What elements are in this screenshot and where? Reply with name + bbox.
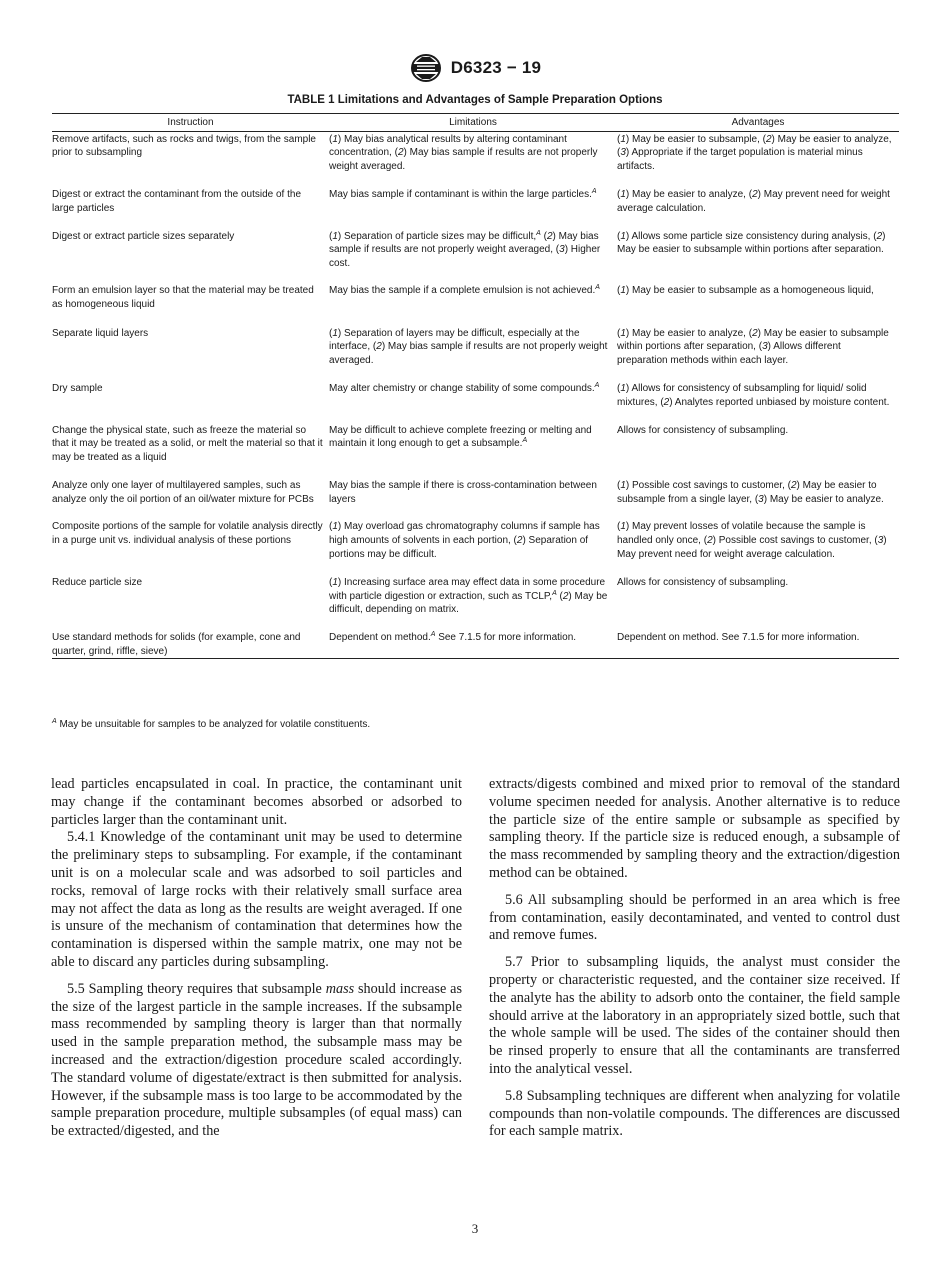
instruction-cell: Change the physical state, such as freeze the material so that it may be treated as a solid, or melt the material so that it may be treated as a liquid — [52, 424, 323, 463]
advantages-cell — [617, 630, 899, 659]
limitations-cell — [329, 187, 617, 228]
instruction-cell: Digest or extract particle sizes separately — [52, 230, 235, 242]
advantages-cell — [617, 478, 899, 519]
table-row — [52, 519, 899, 575]
text-run: ) May bias sample if results are not properly weight averaged. — [329, 341, 608, 366]
body-paragraph — [51, 829, 462, 971]
table-row — [52, 630, 899, 659]
table-row — [52, 478, 899, 519]
body-paragraph — [51, 981, 462, 1141]
italic-run: 2 — [546, 230, 553, 242]
limitations-cell — [329, 283, 617, 325]
italic-run: 1 — [332, 327, 338, 339]
text-run: ) Separation of layers may be difficult, especially at the interface, ( — [329, 327, 580, 353]
table-row — [52, 229, 899, 284]
italic-run: 1 — [620, 133, 626, 145]
advantages-cell — [617, 423, 899, 479]
text-run: ( — [329, 133, 333, 145]
footnote-ref: A — [430, 631, 436, 639]
instruction-cell: Digest or extract the contaminant from the outside of the large particles — [52, 189, 302, 214]
italic-run: 2 — [562, 590, 569, 602]
italic-run: 2 — [752, 189, 758, 201]
text-run: ) Separation of particle sizes may be difficult, — [337, 230, 537, 242]
text-run: ( — [329, 230, 333, 242]
limitations-cell — [329, 326, 617, 382]
column-header: Advantages — [617, 114, 899, 132]
italic-run: 1 — [620, 521, 626, 533]
text-run: May alter chemistry or change stability of some compounds. — [329, 383, 595, 395]
italic-run: 2 — [707, 535, 713, 547]
astm-logo-icon — [409, 53, 443, 83]
table-row — [52, 326, 899, 382]
advantages-cell — [617, 381, 899, 422]
text-run: ( — [329, 327, 333, 339]
text-run: ( — [617, 189, 621, 201]
text-run: ) Allows some particle size consistency during analysis, ( — [625, 230, 877, 242]
text-run: 5.5 Sampling theory requires that subsample — [67, 980, 326, 997]
text-run: ( — [329, 577, 333, 589]
limitations-cell — [329, 478, 617, 519]
text-run: ( — [617, 133, 621, 145]
table-footnote — [52, 719, 370, 730]
table-row — [52, 381, 899, 422]
text-run: ) Allows for consistency of subsampling for liquid/ solid mixtures, ( — [617, 383, 867, 408]
limitations-cell — [329, 519, 617, 575]
advantages-cell — [617, 131, 899, 187]
italic-run: 1 — [332, 133, 338, 145]
instruction-cell: Form an emulsion layer so that the material may be treated as homogeneous liquid — [52, 285, 314, 310]
instruction-cell: Dry sample — [52, 383, 103, 395]
limitations-cell — [329, 229, 617, 284]
text-run: ( — [617, 230, 621, 242]
limitations-cell — [329, 381, 617, 422]
text-run: ( — [540, 230, 547, 242]
text-run: 5.6 All subsampling should be performed in an area which is free from contamination, easily decontaminated, and vented to control dust and remove fumes. — [489, 891, 900, 944]
italic-run: mass — [325, 980, 355, 997]
footnote-marker: A — [52, 718, 57, 725]
table-title: TABLE 1 Limitations and Advantages of Sample Preparation Options — [287, 94, 663, 106]
advantages-cell — [617, 229, 899, 284]
text-run: Dependent on method. See 7.1.5 for more information. — [617, 632, 860, 644]
text-run: Allows for consistency of subsampling. — [617, 424, 789, 436]
body-column-right — [489, 776, 900, 1141]
italic-run: 1 — [332, 230, 338, 242]
limitations-cell — [329, 131, 617, 187]
instruction-cell: Use standard methods for solids (for example, cone and quarter, grind, riffle, sieve) — [52, 630, 329, 659]
advantages-cell — [617, 575, 899, 630]
text-run: May bias the sample if a complete emulsion is not achieved. — [329, 285, 596, 297]
text-run: ) Separation of portions may be difficult. — [329, 535, 589, 560]
text-run: ) May prevent losses of volatile because the sample is handled only once, ( — [617, 521, 866, 547]
text-run: Allows for consistency of subsampling. — [617, 577, 789, 589]
limitations-cell — [329, 423, 617, 479]
body-paragraph — [489, 1088, 900, 1141]
text-run: ) May be easier to subsample from a single layer, ( — [617, 480, 877, 505]
text-run: ( — [617, 521, 621, 533]
footnote-ref: A — [591, 188, 597, 196]
page-header — [0, 50, 950, 86]
text-run: ) May be easier to subsample as a homogeneous liquid, — [625, 285, 874, 297]
body-column-left — [51, 776, 462, 1141]
footnote-ref: A — [595, 284, 600, 292]
table-row — [52, 131, 899, 187]
instruction-cell: Remove artifacts, such as rocks and twigs, from the sample prior to subsampling — [52, 133, 316, 159]
text-run: ) Appropriate if the target population is material minus artifacts. — [617, 147, 863, 172]
text-run: ) May be easier to analyze, ( — [625, 327, 753, 339]
document-id: D6323 − 19 — [450, 58, 542, 77]
text-run: ) May be easier to analyze, ( — [625, 189, 753, 201]
footnote-ref: A — [552, 589, 557, 597]
text-run: May bias sample if contaminant is within the large particles. — [329, 189, 592, 201]
page-number: 3 — [471, 1221, 479, 1236]
table-row — [52, 283, 899, 325]
advantages-cell — [617, 519, 899, 575]
text-run: ) May prevent need for weight average calculation. — [617, 535, 887, 560]
italic-run: 1 — [620, 285, 626, 297]
footnote-ref: A — [536, 229, 541, 237]
text-run: ) May be easier to analyze. — [763, 493, 884, 505]
italic-run: 2 — [790, 480, 797, 492]
text-run: ( — [617, 480, 621, 492]
italic-run: 3 — [620, 147, 626, 159]
advantages-cell — [617, 187, 899, 228]
advantages-cell — [617, 283, 899, 325]
column-header: Instruction — [52, 114, 329, 132]
italic-run: 1 — [620, 189, 626, 201]
text-run: ) May prevent need for weight average calculation. — [617, 189, 890, 214]
instruction-cell: Composite portions of the sample for volatile analysis directly in a purge unit vs. individual analysis of these portions — [52, 521, 323, 547]
italic-run: 2 — [516, 535, 523, 547]
italic-run: 1 — [620, 230, 626, 242]
text-run: ) Analytes reported unbiased by moisture content. — [669, 396, 890, 408]
italic-run: 2 — [876, 230, 883, 242]
text-run: 5.7 Prior to subsampling liquids, the analyst must consider the property or characteristic requested, and the container size received. If the analyte has the ability to adsorb onto the container, the field sample should arrive at the laboratory in an appropriately sized bottle, such that the whole sample will be used. The sides of the container should then be rinsed properly to ensure that all the contaminants are transferred into the analytical vessel. — [489, 954, 900, 1077]
text-run: 5.4.1 Knowledge of the contaminant unit may be used to determine the preliminary steps to subsampling. For example, if the contaminant unit is on a molecular scale and was adsorbed to soil particles and rocks, removal of large rocks with their relatively small surface area may not affect the data as long as the results are weight averaged. If one is unsure of the mechanism of contamination that determines how the contamination is dispersed within the sample matrix, one may not be able to discard any particles during subsampling. — [51, 829, 462, 970]
footnote-text: May be unsuitable for samples to be analyzed for volatile constituents. — [56, 719, 371, 730]
text-run: May be difficult to achieve complete freezing or melting and maintain it long enough to get a subsample. — [329, 424, 592, 450]
text-run: ( — [617, 285, 621, 297]
instruction-cell: Reduce particle size — [52, 577, 143, 589]
text-run: ) Possible cost savings to customer, ( — [712, 535, 878, 547]
text-run: lead particles encapsulated in coal. In practice, the contaminant unit may change if the contaminant becomes absorbed or adsorbed to particles larger than the contaminant unit. — [51, 776, 462, 828]
instruction-cell: Analyze only one layer of multilayered samples, such as analyze only the oil portion of an oil/water mixture for PCBs — [52, 480, 314, 505]
text-run: ) Allows different preparation methods within each layer. — [617, 341, 841, 366]
italic-run: 1 — [332, 521, 338, 533]
table-body — [52, 131, 899, 659]
table-row — [52, 423, 899, 479]
italic-run: 2 — [765, 133, 772, 145]
text-run: ) Higher cost. — [329, 244, 601, 269]
text-run: ( — [556, 590, 563, 602]
column-header: Limitations — [329, 114, 617, 132]
table-row — [52, 187, 899, 228]
text-run: ) May bias sample if results are not properly weight averaged. — [329, 147, 598, 172]
text-run: extracts/digests combined and mixed prior to removal of the standard volume specimen needed for analysis. Another alternative is to reduce the particle size of the entire sample or subsample as specified by sampling theory. If the particle size is reduced enough, a subsample of the mass recommended by sampling theory and the extraction/digestion method can be obtained. — [489, 776, 900, 881]
text-run: ) May be easier to analyze, ( — [617, 133, 892, 159]
text-run: ) Possible cost savings to customer, ( — [625, 480, 791, 492]
italic-run: 1 — [620, 480, 626, 492]
italic-run: 3 — [762, 341, 768, 353]
italic-run: 2 — [376, 341, 382, 353]
italic-run: 1 — [620, 327, 626, 339]
italic-run: 2 — [397, 147, 404, 159]
text-run: should increase as the size of the largest particle in the sample increases. If the subsample mass recommended by sampling theory is larger than that normally used in the sample preparation method, the subsample mass may be increased and the extraction/digestion procedure scaled accordingly. The standard volume of digestate/extract is then submitted for analysis. However, if the subsample mass is too large to be accommodated by the sample preparation procedure, multiple subsamples (of equal mass) can be extracted/digested, and the — [51, 980, 462, 1140]
table-header-row — [52, 114, 899, 132]
italic-run: 2 — [752, 327, 758, 339]
advantages-cell — [617, 326, 899, 382]
body-paragraph — [51, 776, 462, 829]
italic-run: 3 — [758, 493, 764, 505]
italic-run: 1 — [332, 577, 338, 589]
body-paragraph — [489, 892, 900, 945]
limitations-cell — [329, 575, 617, 630]
text-run: May bias the sample if there is cross-contamination between layers — [329, 480, 597, 505]
text-run: ( — [617, 383, 621, 395]
italic-run: 1 — [620, 383, 626, 395]
text-run: ) May bias sample if results are not properly weight averaged, ( — [329, 230, 599, 256]
instruction-cell: Separate liquid layers — [52, 327, 149, 339]
text-run: ) May be difficult, depending on matrix. — [329, 590, 608, 616]
body-paragraph — [489, 954, 900, 1079]
text-run: 5.8 Subsampling techniques are different when analyzing for volatile compounds than non-volatile compounds. The differences are discussed for each sample matrix. — [489, 1087, 900, 1140]
text-run: ( — [617, 327, 621, 339]
table-row — [52, 575, 899, 630]
italic-run: 3 — [559, 244, 565, 256]
text-run: See 7.1.5 for more information. — [435, 632, 577, 644]
options-table — [52, 113, 899, 659]
footnote-ref: A — [522, 437, 528, 445]
body-paragraph — [489, 776, 900, 883]
footnote-ref: A — [594, 382, 600, 390]
text-run: Dependent on method. — [329, 632, 431, 644]
text-run: ) May bias analytical results by altering contaminant concentration, ( — [329, 133, 567, 159]
text-run: ) May be easier to subsample within portions after separation. — [617, 230, 886, 256]
text-run: ( — [329, 521, 333, 533]
italic-run: 2 — [663, 396, 670, 408]
italic-run: 3 — [877, 535, 884, 547]
text-run: ) May overload gas chromatography columns if sample has high amounts of solvents in each portion, ( — [329, 521, 600, 547]
text-run: ) May be easier to subsample within portions after separation, ( — [617, 327, 889, 353]
text-run: ) Increasing surface area may effect data in some procedure with particle digestion or extraction, such as TCLP, — [329, 577, 606, 602]
limitations-cell — [329, 630, 617, 659]
text-run: ) May be easier to subsample, ( — [625, 133, 766, 145]
